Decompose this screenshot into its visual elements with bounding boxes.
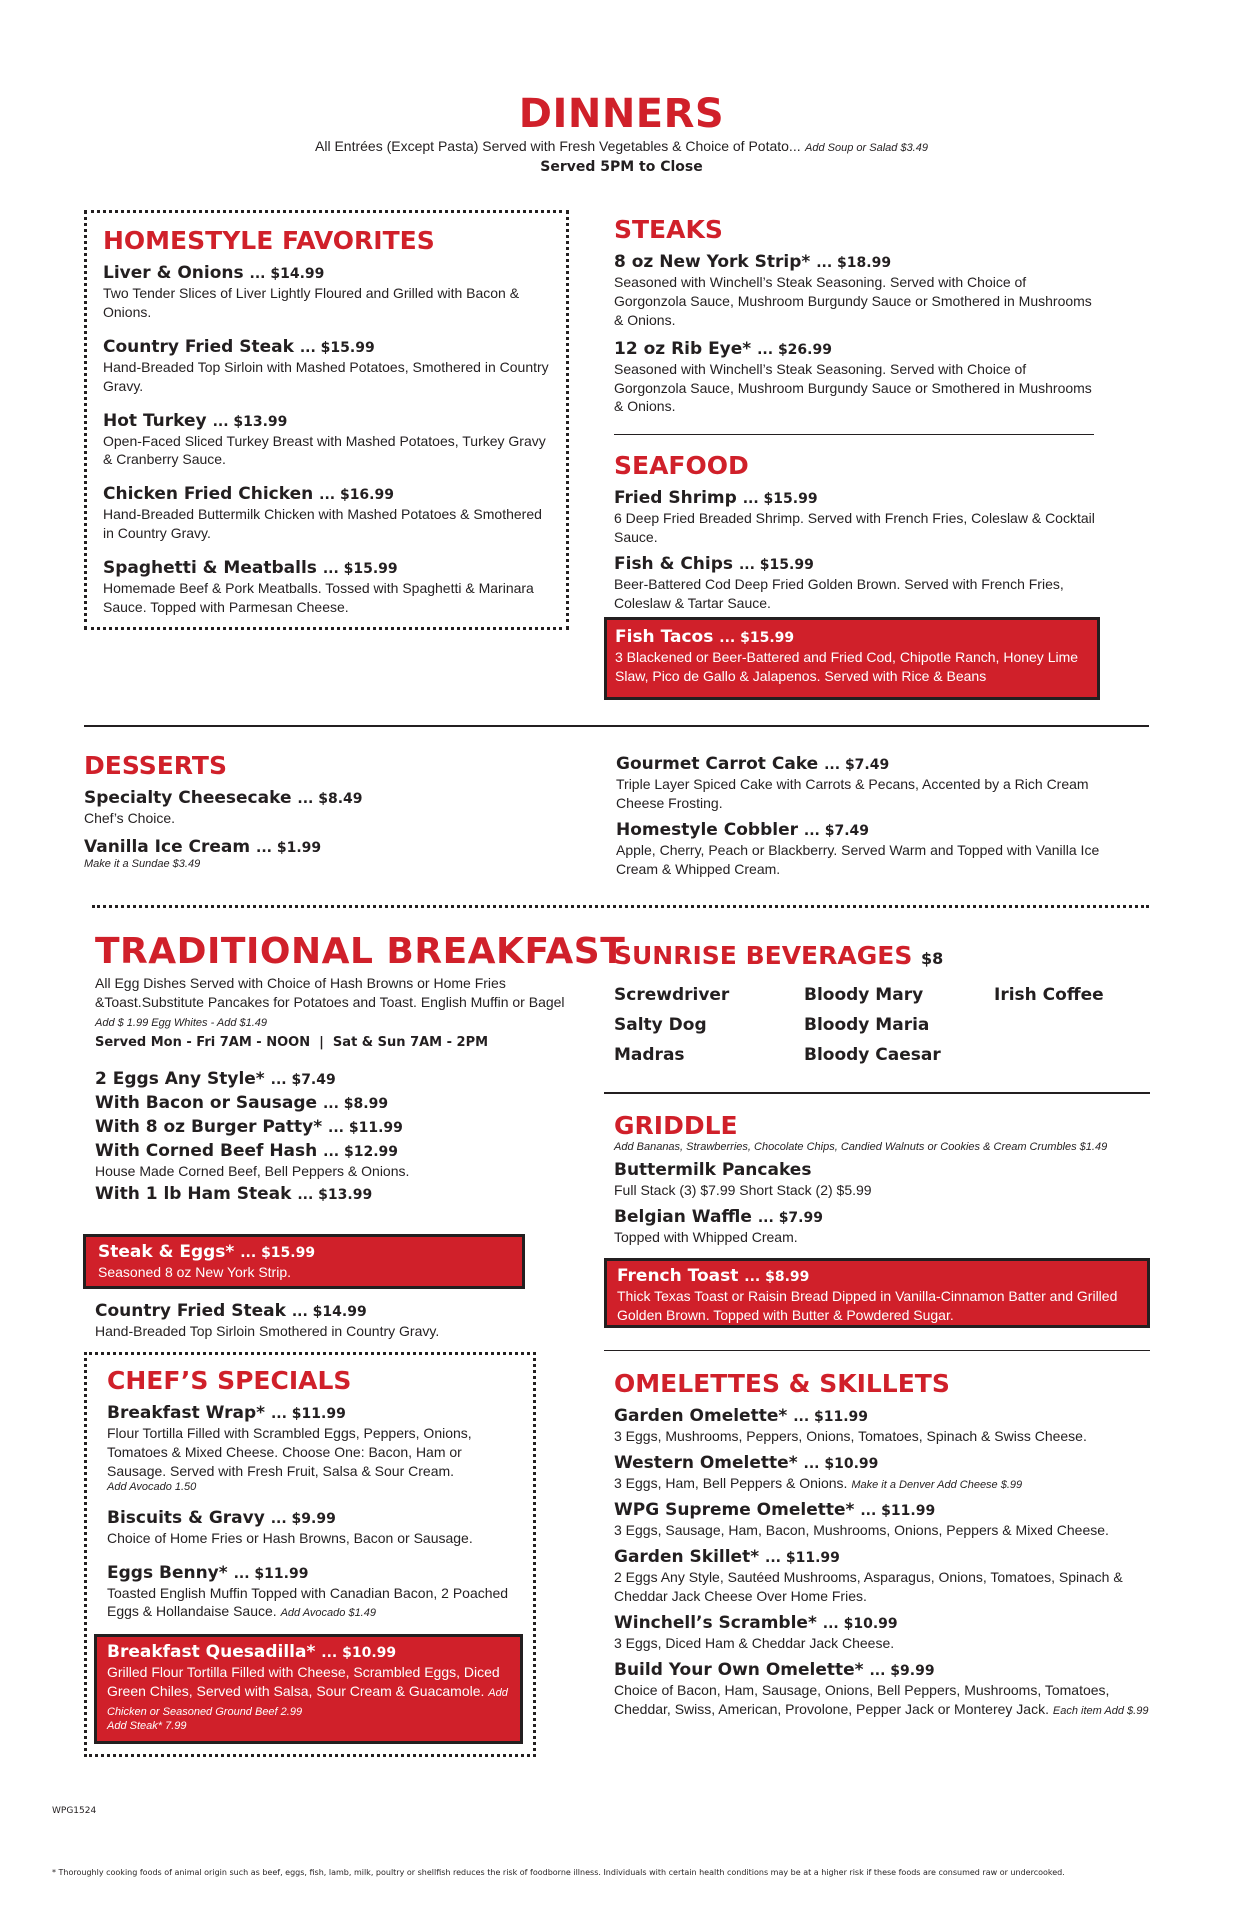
beverage-item: Irish Coffee	[994, 984, 1104, 1005]
steak-eggs-price: ... $15.99	[240, 1245, 316, 1261]
menu-item	[614, 1405, 1160, 1446]
griddle-list	[614, 1159, 1144, 1247]
menu-item	[103, 557, 550, 617]
french-toast-feature	[604, 1258, 1150, 1328]
menu-item-desc: House Made Corned Beef, Bell Peppers & Onions.	[95, 1163, 410, 1180]
menu-item-desc: Hand-Breaded Buttermilk Chicken with Mashed Potatoes & Smothered in Country Gravy.	[103, 506, 542, 542]
menu-item-desc: 3 Eggs, Ham, Bell Peppers & Onions.	[614, 1474, 848, 1491]
breakfast-section	[95, 931, 626, 1207]
beverage-item: Salty Dog	[614, 1014, 707, 1035]
footer-code: WPG1524	[52, 1806, 97, 1816]
menu-item-name: Country Fried Steak	[103, 336, 294, 357]
desserts-left-list	[84, 787, 554, 870]
menu-item-desc-line	[107, 1424, 513, 1481]
menu-item	[95, 1068, 575, 1090]
french-toast-desc: Thick Texas Toast or Raisin Bread Dipped in Vanilla-Cinnamon Batter and Grilled Golden Brown. Topped with Butter & Powdered Sugar.	[617, 1288, 1118, 1323]
menu-item	[614, 1612, 1160, 1653]
menu-item-desc-line	[107, 1584, 513, 1622]
menu-item-price: ... $11.99	[328, 1119, 403, 1136]
menu-item	[95, 1140, 575, 1181]
menu-item	[84, 836, 554, 870]
chefs-list	[107, 1402, 513, 1622]
desserts-right-list	[616, 753, 1136, 879]
quesadilla-note2: Add Steak* 7.99	[107, 1719, 187, 1732]
menu-item-name: Western Omelette*	[614, 1452, 798, 1473]
menu-item-price: ... $11.99	[233, 1565, 309, 1582]
menu-item-name-line	[95, 1068, 575, 1090]
menu-item-note: Add Avocado 1.50	[107, 1480, 197, 1493]
menu-item-price: ... $11.99	[793, 1408, 869, 1425]
menu-item-name-line	[614, 1452, 1160, 1474]
beverage-item: Bloody Mary	[804, 984, 924, 1005]
menu-item	[107, 1507, 513, 1548]
omelettes-title: OMELETTES & SKILLETS	[614, 1369, 950, 1398]
beverage-item: Bloody Caesar	[804, 1044, 941, 1065]
menu-item-desc-line	[103, 284, 550, 322]
menu-item	[614, 251, 1094, 330]
menu-item	[616, 753, 1136, 813]
menu-item-note: Each item Add $.99	[1052, 1704, 1149, 1717]
griddle-title: GRIDDLE	[614, 1111, 738, 1140]
menu-item-name: Breakfast Wrap*	[107, 1402, 266, 1423]
menu-item-desc: Two Tender Slices of Liver Lightly Floured and Grilled with Bacon & Onions.	[103, 284, 520, 320]
seafood-section	[614, 452, 1104, 619]
menu-item-name-line	[103, 410, 550, 432]
steak-eggs-desc: Seasoned 8 oz New York Strip.	[98, 1264, 292, 1281]
menu-item-price: ... $16.99	[319, 487, 394, 504]
dinners-header	[0, 92, 1243, 175]
menu-item-desc-line	[103, 432, 550, 470]
fish-tacos-name: Fish Tacos	[615, 627, 714, 647]
beverages-title: SUNRISE BEVERAGES	[614, 941, 913, 970]
breakfast-intro	[95, 974, 575, 1031]
menu-item-price: ... $15.99	[742, 490, 818, 507]
menu-item-desc-line	[614, 509, 1104, 547]
griddle-section	[614, 1112, 1144, 1253]
menu-item-price: ... $12.99	[323, 1143, 399, 1160]
menu-item-name: 8 oz New York Strip*	[614, 251, 811, 272]
menu-item-name-line	[614, 1546, 1160, 1568]
desserts-top-divider	[84, 725, 1149, 727]
menu-item-desc: 3 Eggs, Sausage, Ham, Bacon, Mushrooms, Onions, Peppers & Mixed Cheese.	[614, 1521, 1109, 1538]
steaks-section	[614, 216, 1094, 424]
menu-item	[107, 1402, 513, 1493]
menu-item-name-line	[103, 483, 550, 505]
menu-item-price: ... $8.49	[297, 790, 363, 807]
menu-item	[616, 819, 1136, 879]
header-subtitle: All Entrées (Except Pasta) Served with Fresh Vegetables & Choice of Potato...	[315, 138, 801, 154]
fish-tacos-name-line	[615, 626, 1089, 648]
menu-item-name: Buttermilk Pancakes	[614, 1159, 812, 1180]
bfast-cfs-name: Country Fried Steak	[95, 1301, 286, 1321]
menu-item-name: Fish & Chips	[614, 553, 734, 574]
menu-item-desc: Triple Layer Spiced Cake with Carrots & Pecans, Accented by a Rich Cream Cheese Frosting.	[616, 776, 1089, 811]
menu-item-price: ... $9.99	[869, 1662, 935, 1679]
menu-item-name-line	[614, 1159, 1144, 1181]
menu-item-name: 12 oz Rib Eye*	[614, 338, 752, 359]
menu-item-price: ... $11.99	[860, 1502, 936, 1519]
menu-item-name-line	[614, 1405, 1160, 1427]
menu-item-desc-line	[103, 505, 550, 543]
menu-item-desc: Choice of Home Fries or Hash Browns, Bacon or Sausage.	[107, 1529, 473, 1546]
page-title: DINNERS	[518, 91, 725, 137]
menu-item	[95, 1183, 575, 1205]
menu-item-price: ... $15.99	[299, 339, 375, 356]
menu-item-price: ... $7.49	[824, 757, 890, 773]
menu-item-desc-line	[614, 1427, 1160, 1446]
menu-item-price: ... $13.99	[212, 413, 288, 430]
menu-item-desc: Choice of Bacon, Ham, Sausage, Onions, Bell Peppers, Mushrooms, Tomatoes, Cheddar, Swiss, American, Provolone, Pepper Jack or Monterey Jack.	[614, 1681, 1110, 1717]
menu-item-desc-line	[614, 575, 1104, 613]
menu-item-name: Spaghetti & Meatballs	[103, 558, 317, 579]
menu-item	[614, 1659, 1160, 1719]
menu-item-name-line	[84, 836, 554, 858]
menu-item-desc-line	[614, 360, 1094, 417]
menu-item-name-line	[107, 1507, 513, 1529]
menu-item-name: WPG Supreme Omelette*	[614, 1499, 855, 1520]
menu-item-name-line	[614, 251, 1094, 273]
menu-item-name: With Corned Beef Hash	[95, 1140, 318, 1161]
menu-item-desc-line	[616, 775, 1136, 813]
breakfast-intro-text: All Egg Dishes Served with Choice of Hash Browns or Home Fries &Toast.Substitute Pancakes for Potatoes and Toast. English Muffin or Bagel	[95, 975, 565, 1010]
menu-item-name: Liver & Onions	[103, 262, 244, 283]
header-subtitle-line	[0, 138, 1243, 155]
menu-item-desc-line	[614, 1634, 1160, 1653]
fish-tacos-desc: 3 Blackened or Beer-Battered and Fried Cod, Chipotle Ranch, Honey Lime Slaw, Pico de Gallo & Jalapenos. Served with Rice & Beans	[615, 649, 1079, 684]
menu-item-price: ... $8.99	[322, 1095, 389, 1112]
menu-item-price: ... $1.99	[256, 839, 322, 856]
beverage-item: Bloody Maria	[804, 1014, 930, 1035]
quesadilla-desc: Grilled Flour Tortilla Filled with Cheese, Scrambled Eggs, Diced Green Chiles, Served with Salsa, Sour Cream & Guacamole.	[107, 1664, 500, 1699]
menu-item-price: ... $7.99	[757, 1209, 823, 1226]
menu-item-name-line	[614, 1206, 1144, 1228]
menu-item-price: ... $15.99	[738, 556, 814, 573]
menu-item	[614, 553, 1104, 613]
menu-item-name: Belgian Waffle	[614, 1206, 752, 1227]
steaks-divider	[614, 434, 1094, 435]
menu-item	[103, 410, 550, 470]
menu-item-desc: Open-Faced Sliced Turkey Breast with Mashed Potatoes, Turkey Gravy & Cranberry Sauce.	[103, 432, 546, 468]
menu-item-desc-line	[614, 1681, 1160, 1719]
menu-item-price: ... $11.99	[270, 1405, 346, 1422]
quesadilla-price: ... $10.99	[321, 1645, 397, 1661]
header-served: Served 5PM to Close	[540, 159, 703, 175]
beverages-grid	[614, 985, 1154, 1065]
menu-item-desc: Flour Tortilla Filled with Scrambled Eggs, Peppers, Onions, Tomatoes & Mixed Cheese. Choose One: Bacon, Ham or Sausage. Served with Fresh Fruit, Salsa & Sour Cream.	[107, 1424, 472, 1479]
menu-item-desc-line	[614, 273, 1094, 330]
breakfast-intro-note: Add $ 1.99 Egg Whites - Add $1.49	[95, 1016, 268, 1029]
homestyle-box	[84, 210, 569, 630]
fish-tacos-price: ... $15.99	[719, 630, 795, 646]
beverages-title-line	[614, 942, 1154, 971]
menu-item-desc: 3 Eggs, Diced Ham & Cheddar Jack Cheese.	[614, 1634, 895, 1651]
menu-item-name: Garden Omelette*	[614, 1405, 788, 1426]
menu-item-desc: Homemade Beef & Pork Meatballs. Tossed with Spaghetti & Marinara Sauce. Topped with Parmesan Cheese.	[103, 580, 534, 616]
menu-item-desc-line	[107, 1529, 513, 1548]
quesadilla-name: Breakfast Quesadilla*	[107, 1642, 316, 1662]
menu-item	[107, 1562, 513, 1622]
menu-item-price: ... $26.99	[757, 341, 832, 358]
steaks-title: STEAKS	[614, 215, 723, 244]
quesadilla-desc-line	[107, 1663, 510, 1720]
bfast-cfs-desc: Hand-Breaded Top Sirloin Smothered in Country Gravy.	[95, 1323, 440, 1340]
breakfast-list	[95, 1068, 575, 1205]
menu-item-name-line	[614, 487, 1104, 509]
omelettes-section	[614, 1370, 1160, 1724]
menu-item-name: 2 Eggs Any Style*	[95, 1068, 265, 1089]
menu-item-desc-line	[614, 1521, 1160, 1540]
footer-disclaimer: * Thoroughly cooking foods of animal origin such as beef, eggs, fish, lamb, milk, poultry or shellfish reduces the risk of foodborne illness. Individuals with certain health conditions may be at a higher risk if these foods are consumed raw or undercooked.	[52, 1868, 1065, 1877]
menu-item-note: Make it a Sundae $3.49	[84, 857, 201, 870]
menu-item-name-line	[614, 553, 1104, 575]
menu-item-desc: Toasted English Muffin Topped with Canadian Bacon, 2 Poached Eggs & Hollandaise Sauce.	[107, 1584, 509, 1620]
seafood-title: SEAFOOD	[614, 451, 749, 480]
menu-item-name-line	[95, 1140, 575, 1162]
desserts-right	[616, 753, 1136, 885]
menu-item-desc: Beer-Battered Cod Deep Fried Golden Brown. Served with French Fries, Coleslaw & Tartar Sauce.	[614, 575, 1064, 611]
menu-item-desc: Seasoned with Winchell’s Steak Seasoning. Served with Choice of Gorgonzola Sauce, Mushroom Burgundy Sauce or Smothered in Mushrooms & Onions.	[614, 360, 1092, 415]
menu-item-name-line	[616, 819, 1136, 841]
menu-item-price: ... $9.99	[270, 1510, 336, 1527]
menu-item	[614, 338, 1094, 417]
bfast-cfs-price: ... $14.99	[291, 1304, 367, 1320]
menu-item	[614, 1159, 1144, 1200]
fish-tacos-feature	[604, 617, 1100, 700]
steak-eggs-name: Steak & Eggs*	[98, 1242, 235, 1262]
french-toast-name-line	[617, 1265, 1137, 1287]
menu-item	[614, 1206, 1144, 1247]
menu-item-note: Make it a Denver Add Cheese $.99	[851, 1478, 1023, 1491]
menu-item-name-line	[107, 1562, 513, 1584]
quesadilla-feature	[94, 1634, 523, 1744]
menu-item	[614, 1546, 1160, 1606]
steak-eggs-name-line	[98, 1241, 510, 1263]
menu-item-name: Chicken Fried Chicken	[103, 484, 314, 505]
menu-item	[103, 262, 550, 322]
chefs-title: CHEF’S SPECIALS	[107, 1366, 352, 1395]
menu-item-desc: Seasoned with Winchell’s Steak Seasoning. Served with Choice of Gorgonzola Sauce, Mushroom Burgundy Sauce or Smothered in Mushrooms & Onions.	[614, 273, 1092, 328]
menu-item-name-line	[95, 1092, 575, 1114]
menu-item-name: With 8 oz Burger Patty*	[95, 1116, 323, 1137]
menu-item-name-line	[103, 557, 550, 579]
menu-item-desc-line	[614, 1568, 1160, 1606]
menu-item	[84, 787, 554, 828]
menu-item-name-line	[107, 1402, 513, 1424]
menu-item-name: Winchell’s Scramble*	[614, 1612, 817, 1633]
menu-item-name: Specialty Cheesecake	[84, 787, 292, 808]
menu-item-name: Build Your Own Omelette*	[614, 1659, 864, 1680]
beverage-item: Madras	[614, 1044, 685, 1065]
beverage-item	[994, 1015, 1154, 1035]
steak-eggs-feature	[83, 1234, 525, 1289]
menu-item-name-line	[614, 1499, 1160, 1521]
menu-item-desc: Chef’s Choice.	[84, 809, 176, 826]
menu-item-desc: Full Stack (3) $7.99 Short Stack (2) $5.99	[614, 1181, 872, 1198]
menu-item	[95, 1092, 575, 1114]
desserts-left	[84, 752, 554, 878]
menu-item-name-line	[103, 336, 550, 358]
menu-item-name: Biscuits & Gravy	[107, 1507, 265, 1528]
menu-item-desc-line	[614, 1474, 1160, 1493]
bfast-cfs-name-line	[95, 1300, 565, 1322]
beverages-section	[614, 942, 1154, 1065]
french-toast-name: French Toast	[617, 1266, 739, 1286]
menu-item-desc-line	[616, 841, 1136, 879]
menu-item-desc: Hand-Breaded Top Sirloin with Mashed Potatoes, Smothered in Country Gravy.	[103, 358, 549, 394]
menu-item-name-line	[616, 753, 1136, 775]
menu-item-name: Fried Shrimp	[614, 487, 737, 508]
menu-item-price: ... $7.49	[803, 822, 870, 839]
menu-item-desc: 6 Deep Fried Breaded Shrimp. Served with French Fries, Coleslaw & Cocktail Sauce.	[614, 509, 1095, 545]
beverage-item: Screwdriver	[614, 984, 730, 1005]
menu-item-name-line	[95, 1116, 575, 1138]
menu-item-desc: Apple, Cherry, Peach or Blackberry. Served Warm and Topped with Vanilla Ice Cream & Whipped Cream.	[616, 841, 1100, 877]
menu-item	[614, 1452, 1160, 1493]
griddle-top-divider	[604, 1092, 1150, 1094]
seafood-list	[614, 487, 1104, 613]
menu-item-price: ... $15.99	[322, 561, 398, 578]
menu-item-desc-line	[614, 1181, 1144, 1200]
menu-item-price: ... $13.99	[297, 1186, 373, 1203]
menu-item-name: With Bacon or Sausage	[95, 1092, 318, 1113]
menu-item-name-line	[614, 1612, 1160, 1634]
omelettes-list	[614, 1405, 1160, 1719]
beverage-item	[994, 1045, 1154, 1065]
breakfast-top-divider	[92, 905, 1149, 908]
menu-item-desc: 2 Eggs Any Style, Sautéed Mushrooms, Asparagus, Onions, Tomatoes, Spinach & Cheddar Jack Cheese Over Home Fries.	[614, 1568, 1123, 1604]
menu-item	[103, 336, 550, 396]
desserts-title: DESSERTS	[84, 751, 227, 780]
beverages-price: $8	[921, 949, 944, 968]
menu-item-price: ... $18.99	[816, 254, 892, 271]
menu-item-price: ... $10.99	[822, 1615, 898, 1632]
menu-item-name-line	[614, 1659, 1160, 1681]
menu-item-desc-line	[84, 809, 554, 828]
menu-item-name: Gourmet Carrot Cake	[616, 754, 819, 774]
omelettes-top-divider	[604, 1350, 1150, 1351]
menu-item-name-line	[103, 262, 550, 284]
menu-item-price: ... $11.99	[765, 1549, 840, 1566]
steaks-list	[614, 251, 1094, 417]
menu-item-name: With 1 lb Ham Steak	[95, 1183, 292, 1204]
breakfast-country-fried-steak	[95, 1300, 565, 1341]
menu-item-name-line	[614, 338, 1094, 360]
menu-item-name-line	[84, 787, 554, 809]
french-toast-price: ... $8.99	[744, 1269, 810, 1285]
homestyle-title: HOMESTYLE FAVORITES	[103, 226, 435, 255]
menu-item-note: Add Avocado $1.49	[280, 1607, 376, 1620]
menu-item-desc-line	[103, 579, 550, 617]
menu-item-name: Eggs Benny*	[107, 1562, 228, 1583]
menu-item-desc-line	[95, 1162, 575, 1181]
menu-item-desc-line	[614, 1228, 1144, 1247]
menu-item-name: Vanilla Ice Cream	[84, 836, 251, 857]
homestyle-list	[103, 262, 550, 617]
menu-item-desc: 3 Eggs, Mushrooms, Peppers, Onions, Tomatoes, Spinach & Swiss Cheese.	[614, 1427, 1087, 1444]
menu-item-desc-line	[103, 358, 550, 396]
menu-item-desc: Topped with Whipped Cream.	[614, 1228, 798, 1245]
menu-item	[95, 1116, 575, 1138]
breakfast-hours: Served Mon - Fri 7AM - NOON | Sat & Sun 7AM - 2PM	[95, 1034, 489, 1050]
menu-item-price: ... $7.49	[270, 1071, 336, 1088]
quesadilla-note1: Add Chicken or Seasoned Ground Beef 2.99	[107, 1686, 508, 1718]
menu-item-name: Garden Skillet*	[614, 1546, 760, 1567]
menu-item-price: ... $14.99	[249, 265, 325, 282]
menu-item-name: Homestyle Cobbler	[616, 819, 798, 840]
menu-item	[103, 483, 550, 543]
quesadilla-name-line	[107, 1641, 510, 1663]
griddle-note: Add Bananas, Strawberries, Chocolate Chips, Candied Walnuts or Cookies & Cream Crumbles $1.49	[614, 1140, 1108, 1153]
menu-item	[614, 487, 1104, 547]
menu-item-name: Hot Turkey	[103, 410, 207, 431]
header-subtitle-note: Add Soup or Salad $3.49	[805, 142, 928, 154]
menu-item-price: ... $10.99	[803, 1455, 879, 1472]
menu-item-name-line	[95, 1183, 575, 1205]
menu-item	[614, 1499, 1160, 1540]
breakfast-title: TRADITIONAL BREAKFAST	[95, 931, 626, 972]
